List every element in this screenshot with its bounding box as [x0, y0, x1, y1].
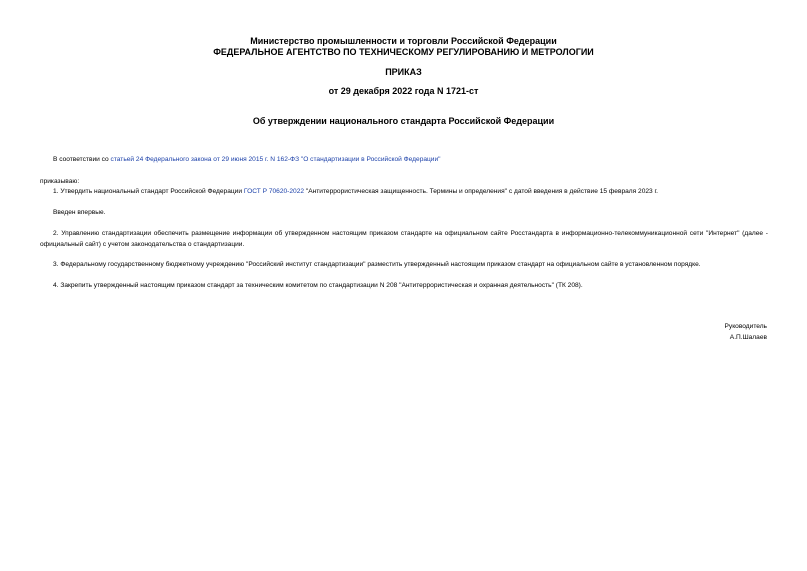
item-1-suffix: "Антитеррористическая защищенность. Термины и определения" с датой введения в действие 15 февраля 2023 г. [304, 188, 658, 195]
agency-name: ФЕДЕРАЛЬНОЕ АГЕНТСТВО ПО ТЕХНИЧЕСКОМУ РЕГУЛИРОВАНИЮ И МЕТРОЛОГИИ [213, 47, 594, 57]
item-3-paragraph: 3. Федеральному государственному бюджетному учреждению "Российский институт стандартизации" разместить утвержденный настоящим приказом стандарт на официальном сайте в установленном порядке. [53, 261, 701, 268]
preamble-paragraph [53, 154, 441, 165]
document-type: ПРИКАЗ [385, 67, 422, 77]
gost-standard-link[interactable]: ГОСТ Р 70620-2022 [243, 188, 305, 195]
document-title: Об утверждении национального стандарта Российской Федерации [252, 116, 555, 126]
federal-law-link[interactable]: статьей 24 Федерального закона от 29 июня 2015 г. N 162-ФЗ "О стандартизации в Российской Федерации" [110, 156, 441, 163]
signatory-name: А.П.Шалаев [729, 334, 767, 341]
item-1-paragraph [53, 186, 658, 197]
signatory-position: Руководитель [724, 323, 767, 330]
preamble-text: В соответствии со [53, 156, 111, 163]
order-word: приказываю: [40, 178, 80, 185]
ministry-name: Министерство промышленности и торговли Российской Федерации [250, 36, 557, 46]
item-4-paragraph: 4. Закрепить утвержденный настоящим приказом стандарт за техническим комитетом по стандартизации N 208 "Антитеррористическая и охранная деятельность" (ТК 208). [53, 282, 583, 289]
item-1-prefix: 1. Утвердить национальный стандарт Российской Федерации [53, 188, 244, 195]
item-2-paragraph: 2. Управлению стандартизации обеспечить размещение информации об утвержденном настоящим приказом стандарте на официальном сайте Росстандарта в информационно-телекоммуникационной сети "Интернет" (далее - официальный сайт) с учетом законодательства о стандартизации. [40, 230, 768, 248]
document-date-number: от 29 декабря 2022 года N 1721-ст [328, 86, 479, 96]
introduced-note: Введен впервые. [53, 209, 106, 216]
